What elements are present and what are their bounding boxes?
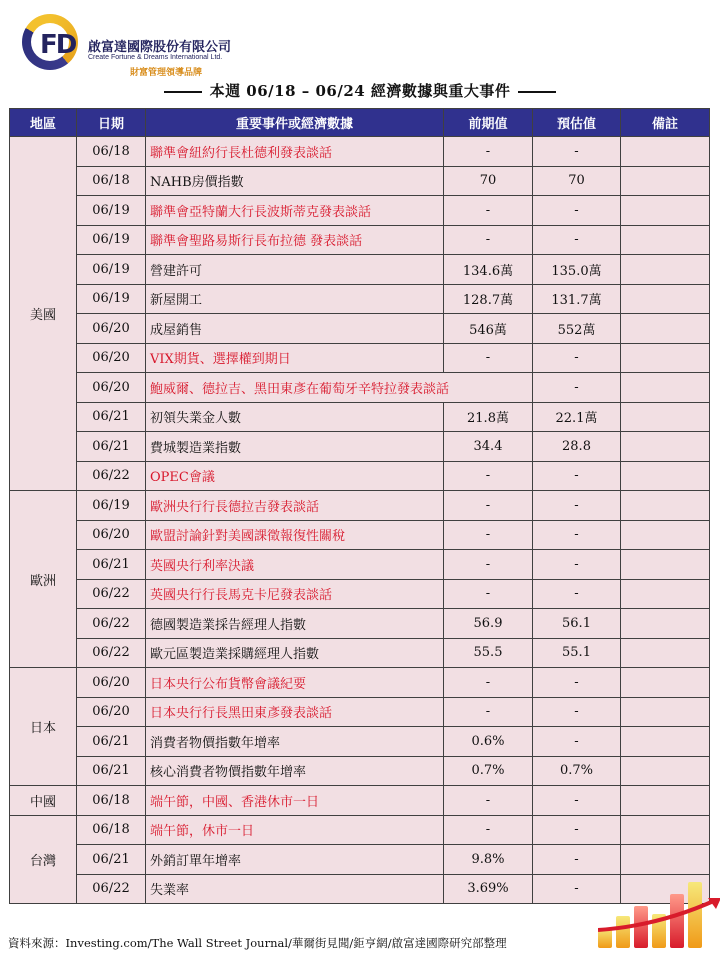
- date-cell: 06/20: [77, 314, 146, 344]
- event-cell: 費城製造業指數: [146, 432, 444, 462]
- estimate-value-cell: 131.7萬: [533, 284, 621, 314]
- note-cell: [621, 402, 710, 432]
- estimate-value-cell: -: [533, 225, 621, 255]
- decorative-bar-graphic: [590, 870, 720, 960]
- event-cell: 核心消費者物價指數年增率: [146, 756, 444, 786]
- estimate-value-cell: 22.1萬: [533, 402, 621, 432]
- date-cell: 06/21: [77, 432, 146, 462]
- estimate-value-cell: -: [533, 845, 621, 875]
- estimate-value-cell: -: [533, 786, 621, 816]
- event-cell: OPEC會議: [146, 461, 444, 491]
- estimate-value-cell: 135.0萬: [533, 255, 621, 285]
- note-cell: [621, 432, 710, 462]
- event-cell: 消費者物價指數年增率: [146, 727, 444, 757]
- note-cell: [621, 815, 710, 845]
- region-cell: 中國: [10, 786, 77, 816]
- date-cell: 06/18: [77, 786, 146, 816]
- previous-value-cell: 3.69%: [444, 874, 533, 904]
- event-cell: 聯準會聖路易斯行長布拉德 發表談話: [146, 225, 444, 255]
- previous-value-cell: 546萬: [444, 314, 533, 344]
- company-logo: [18, 10, 318, 80]
- note-cell: [621, 579, 710, 609]
- table-row: [10, 196, 710, 226]
- date-cell: 06/19: [77, 284, 146, 314]
- previous-value-cell: -: [444, 137, 533, 167]
- event-cell: 鮑威爾、德拉吉、黑田東彥在葡萄牙辛特拉發表談話: [146, 373, 533, 403]
- table-row: [10, 668, 710, 698]
- event-cell: 日本央行行長黑田東彥發表談話: [146, 697, 444, 727]
- note-cell: [621, 255, 710, 285]
- estimate-value-cell: -: [533, 874, 621, 904]
- event-cell: 日本央行公布貨幣會議紀要: [146, 668, 444, 698]
- note-cell: [621, 786, 710, 816]
- estimate-value-cell: -: [533, 727, 621, 757]
- previous-value-cell: -: [444, 579, 533, 609]
- date-cell: 06/19: [77, 255, 146, 285]
- previous-value-cell: -: [444, 343, 533, 373]
- region-cell: 歐洲: [10, 491, 77, 668]
- estimate-value-cell: -: [533, 697, 621, 727]
- previous-value-cell: 0.7%: [444, 756, 533, 786]
- date-cell: 06/20: [77, 520, 146, 550]
- table-header-row: [10, 109, 710, 137]
- event-cell: 聯準會亞特蘭大行長波斯蒂克發表談話: [146, 196, 444, 226]
- note-cell: [621, 373, 710, 403]
- note-cell: [621, 343, 710, 373]
- previous-value-cell: 0.6%: [444, 727, 533, 757]
- estimate-value-cell: -: [533, 137, 621, 167]
- logo-initials: FD: [40, 30, 76, 60]
- date-cell: 06/18: [77, 137, 146, 167]
- note-cell: [621, 284, 710, 314]
- note-cell: [621, 520, 710, 550]
- note-cell: [621, 727, 710, 757]
- date-cell: 06/22: [77, 609, 146, 639]
- table-row: [10, 638, 710, 668]
- estimate-value-cell: -: [533, 373, 621, 403]
- date-cell: 06/21: [77, 550, 146, 580]
- date-cell: 06/22: [77, 579, 146, 609]
- title-dash-right: [518, 91, 556, 93]
- date-cell: 06/19: [77, 196, 146, 226]
- table-row: [10, 697, 710, 727]
- table-row: [10, 609, 710, 639]
- estimate-value-cell: -: [533, 579, 621, 609]
- table-row: [10, 343, 710, 373]
- event-cell: 新屋開工: [146, 284, 444, 314]
- event-cell: 英國央行行長馬克卡尼發表談話: [146, 579, 444, 609]
- date-cell: 06/20: [77, 697, 146, 727]
- table-row: [10, 815, 710, 845]
- event-cell: 端午節，休市一日: [146, 815, 444, 845]
- column-header-region: 地區: [10, 109, 77, 137]
- column-header-note: 備註: [621, 109, 710, 137]
- estimate-value-cell: -: [533, 343, 621, 373]
- date-cell: 06/20: [77, 373, 146, 403]
- estimate-value-cell: -: [533, 461, 621, 491]
- column-header-estimate: 預估值: [533, 109, 621, 137]
- column-header-previous: 前期值: [444, 109, 533, 137]
- table-row: [10, 491, 710, 521]
- note-cell: [621, 756, 710, 786]
- previous-value-cell: -: [444, 697, 533, 727]
- date-cell: 06/22: [77, 461, 146, 491]
- company-name: 啟富達國際股份有限公司: [88, 40, 232, 55]
- column-header-event: 重要事件或經濟數據: [146, 109, 444, 137]
- event-cell: 營建許可: [146, 255, 444, 285]
- estimate-value-cell: 0.7%: [533, 756, 621, 786]
- events-table: [9, 108, 710, 904]
- table-body: [10, 137, 710, 904]
- event-cell: VIX期貨、選擇權到期日: [146, 343, 444, 373]
- date-cell: 06/18: [77, 815, 146, 845]
- note-cell: [621, 225, 710, 255]
- note-cell: [621, 668, 710, 698]
- table-row: [10, 402, 710, 432]
- date-cell: 06/22: [77, 874, 146, 904]
- date-cell: 06/18: [77, 166, 146, 196]
- note-cell: [621, 137, 710, 167]
- event-cell: 端午節，中國、香港休市一日: [146, 786, 444, 816]
- table-row: [10, 520, 710, 550]
- region-cell: 美國: [10, 137, 77, 491]
- previous-value-cell: 34.4: [444, 432, 533, 462]
- previous-value-cell: -: [444, 786, 533, 816]
- previous-value-cell: 9.8%: [444, 845, 533, 875]
- table-row: [10, 579, 710, 609]
- date-cell: 06/22: [77, 638, 146, 668]
- date-cell: 06/19: [77, 225, 146, 255]
- previous-value-cell: -: [444, 815, 533, 845]
- estimate-value-cell: -: [533, 196, 621, 226]
- table-row: [10, 727, 710, 757]
- estimate-value-cell: 55.1: [533, 638, 621, 668]
- date-cell: 06/21: [77, 402, 146, 432]
- previous-value-cell: -: [444, 225, 533, 255]
- note-cell: [621, 166, 710, 196]
- previous-value-cell: -: [444, 550, 533, 580]
- previous-value-cell: 70: [444, 166, 533, 196]
- previous-value-cell: -: [444, 668, 533, 698]
- table-row: [10, 166, 710, 196]
- trend-arrow-icon: [598, 896, 720, 936]
- table-row: [10, 373, 710, 403]
- note-cell: [621, 609, 710, 639]
- event-cell: NAHB房價指數: [146, 166, 444, 196]
- previous-value-cell: 55.5: [444, 638, 533, 668]
- estimate-value-cell: -: [533, 668, 621, 698]
- note-cell: [621, 196, 710, 226]
- previous-value-cell: -: [444, 491, 533, 521]
- column-header-date: 日期: [77, 109, 146, 137]
- region-cell: 日本: [10, 668, 77, 786]
- previous-value-cell: 128.7萬: [444, 284, 533, 314]
- event-cell: 外銷訂單年增率: [146, 845, 444, 875]
- note-cell: [621, 638, 710, 668]
- table-row: [10, 225, 710, 255]
- page-title: 本週 06/18 – 06/24 經濟數據與重大事件: [209, 82, 511, 100]
- table-row: [10, 461, 710, 491]
- event-cell: 德國製造業採告經理人指數: [146, 609, 444, 639]
- estimate-value-cell: -: [533, 550, 621, 580]
- estimate-value-cell: -: [533, 815, 621, 845]
- estimate-value-cell: -: [533, 491, 621, 521]
- event-cell: 聯準會紐約行長杜德利發表談話: [146, 137, 444, 167]
- event-cell: 成屋銷售: [146, 314, 444, 344]
- event-cell: 初領失業金人數: [146, 402, 444, 432]
- note-cell: [621, 697, 710, 727]
- event-cell: 失業率: [146, 874, 444, 904]
- table-row: [10, 137, 710, 167]
- note-cell: [621, 550, 710, 580]
- date-cell: 06/21: [77, 727, 146, 757]
- event-cell: 歐盟討論針對美國課徵報復性關稅: [146, 520, 444, 550]
- company-tagline: 財富管理領導品牌: [130, 68, 203, 78]
- date-cell: 06/20: [77, 668, 146, 698]
- previous-value-cell: 56.9: [444, 609, 533, 639]
- estimate-value-cell: 28.8: [533, 432, 621, 462]
- company-english-name: Create Fortune & Dreams International Ltd.: [88, 54, 223, 61]
- table-row: [10, 284, 710, 314]
- previous-value-cell: -: [444, 520, 533, 550]
- table-row: [10, 432, 710, 462]
- event-cell: 歐洲央行行長德拉吉發表談話: [146, 491, 444, 521]
- table-row: [10, 550, 710, 580]
- previous-value-cell: 21.8萬: [444, 402, 533, 432]
- date-cell: 06/20: [77, 343, 146, 373]
- title-dash-left: [164, 91, 202, 93]
- event-cell: 歐元區製造業採購經理人指數: [146, 638, 444, 668]
- estimate-value-cell: 552萬: [533, 314, 621, 344]
- logo-mark: [18, 10, 88, 80]
- table-row: [10, 255, 710, 285]
- estimate-value-cell: 56.1: [533, 609, 621, 639]
- note-cell: [621, 314, 710, 344]
- previous-value-cell: -: [444, 461, 533, 491]
- page-title-row: [0, 80, 720, 101]
- date-cell: 06/21: [77, 756, 146, 786]
- source-note: 資料來源：Investing.com/The Wall Street Journal/華爾街見聞/鉅亨網/啟富達國際研究部整理: [8, 936, 507, 950]
- note-cell: [621, 461, 710, 491]
- table-row: [10, 786, 710, 816]
- table-row: [10, 756, 710, 786]
- note-cell: [621, 491, 710, 521]
- previous-value-cell: 134.6萬: [444, 255, 533, 285]
- date-cell: 06/19: [77, 491, 146, 521]
- previous-value-cell: -: [444, 196, 533, 226]
- estimate-value-cell: -: [533, 520, 621, 550]
- event-cell: 英國央行利率決議: [146, 550, 444, 580]
- date-cell: 06/21: [77, 845, 146, 875]
- region-cell: 台灣: [10, 815, 77, 904]
- table-row: [10, 314, 710, 344]
- estimate-value-cell: 70: [533, 166, 621, 196]
